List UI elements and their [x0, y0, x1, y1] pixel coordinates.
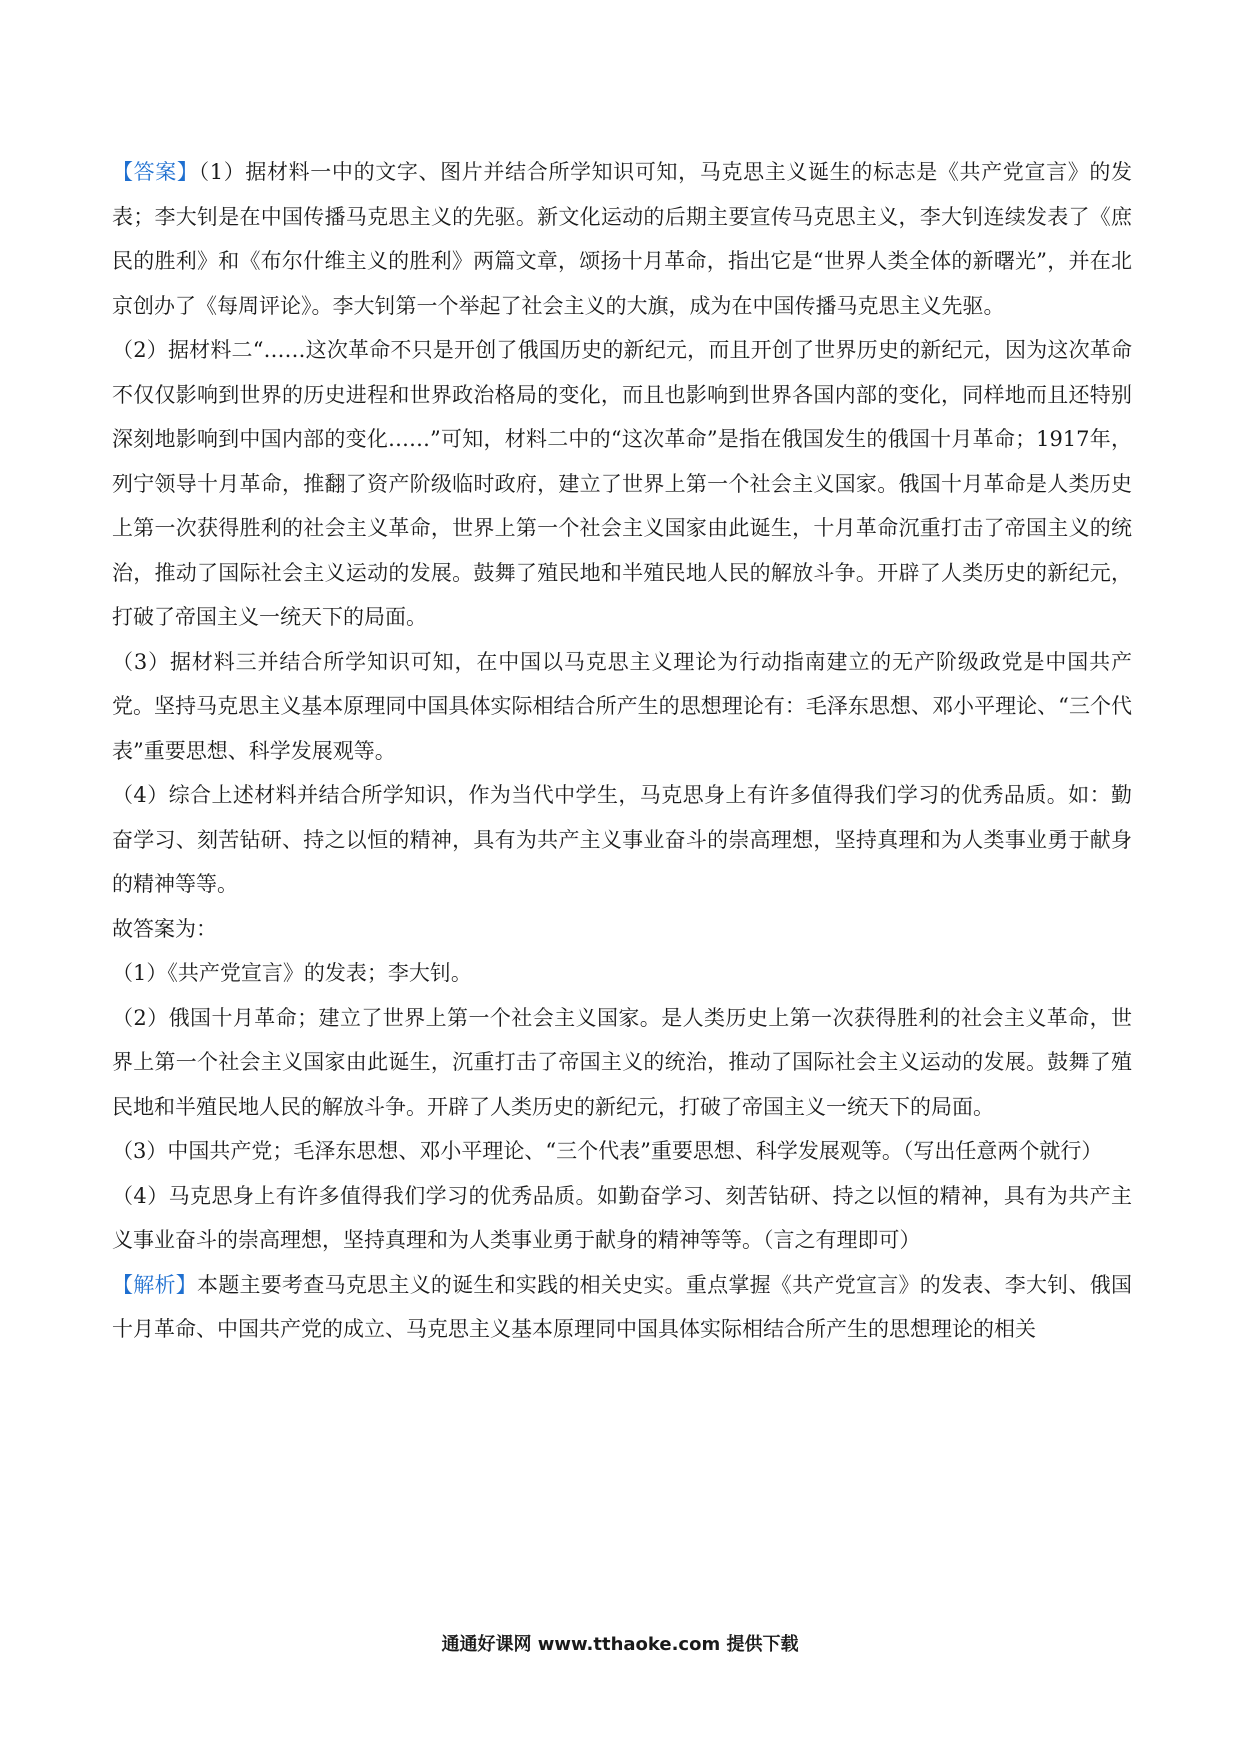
document-body	[112, 150, 1132, 1352]
answer-paragraph-4: （4）综合上述材料并结合所学知识，作为当代中学生，马克思身上有许多值得我们学习的优秀品质。如：勤奋学习、刻苦钻研、持之以恒的精神，具有为共产主义事业奋斗的崇高理想，坚持真理和为人类事业勇于献身的精神等等。	[112, 783, 1132, 896]
answer-paragraph-3: （3）据材料三并结合所学知识可知，在中国以马克思主义理论为行动指南建立的无产阶级政党是中国共产党。坚持马克思主义基本原理同中国具体实际相结合所产生的思想理论有：毛泽东思想、邓小平理论、“三个代表”重要思想、科学发展观等。	[112, 649, 1132, 763]
analysis-tag: 【解析】	[112, 1272, 198, 1297]
final-answer-1: （1）《共产党宣言》的发表；李大钊。	[112, 961, 472, 985]
analysis-text: 本题主要考查马克思主义的诞生和实践的相关史实。重点掌握《共产党宣言》的发表、李大钊、俄国十月革命、中国共产党的成立、马克思主义基本原理同中国具体实际相结合所产生的思想理论的相关	[112, 1272, 1133, 1341]
answer-tag: 【答案】	[112, 160, 199, 184]
answer-text-1: （1）据材料一中的文字、图片并结合所学知识可知，马克思主义诞生的标志是《共产党宣言》的发表；李大钊是在中国传播马克思主义的先驱。新文化运动的后期主要宣传马克思主义，李大钊连续发表了《庶民的胜利》和《布尔什维主义的胜利》两篇文章，颂扬十月革命，指出它是“世界人类全体的新曙光”，并在北京创办了《每周评论》。李大钊第一个举起了社会主义的大旗，成为在中国传播马克思主义先驱。	[112, 160, 1133, 318]
final-answer-2: （2）俄国十月革命；建立了世界上第一个社会主义国家。是人类历史上第一次获得胜利的社会主义革命，世界上第一个社会主义国家由此诞生，沉重打击了帝国主义的统治，推动了国际社会主义运动的发展。鼓舞了殖民地和半殖民地人民的解放斗争。开辟了人类历史的新纪元，打破了帝国主义一统天下的局面。	[112, 1005, 1132, 1119]
answer-heading: 故答案为：	[112, 916, 217, 941]
final-answer-3: （3）中国共产党；毛泽东思想、邓小平理论、“三个代表”重要思想、科学发展观等。（写出任意两个就行）	[112, 1139, 1103, 1163]
answer-paragraph-2: （2）据材料二“……这次革命不只是开创了俄国历史的新纪元，而且开创了世界历史的新纪元，因为这次革命不仅仅影响到世界的历史进程和世界政治格局的变化，而且也影响到世界各国内部的变化，同样地而且还特别深刻地影响到中国内部的变化……”可知，材料二中的“这次革命”是指在俄国发生的俄国十月革命；1917年，列宁领导十月革命，推翻了资产阶级临时政府，建立了世界上第一个社会主义国家。俄国十月革命是人类历史上第一次获得胜利的社会主义革命，世界上第一个社会主义国家由此诞生，十月革命沉重打击了帝国主义的统治，推动了国际社会主义运动的发展。鼓舞了殖民地和半殖民地人民的解放斗争。开辟了人类历史的新纪元，打破了帝国主义一统天下的局面。	[112, 338, 1132, 629]
analysis-paragraph	[112, 1263, 1132, 1352]
answer-paragraph-1	[112, 150, 1132, 328]
final-answer-4: （4）马克思身上有许多值得我们学习的优秀品质。如勤奋学习、刻苦钻研、持之以恒的精神，具有为共产主义事业奋斗的崇高理想，坚持真理和为人类事业勇于献身的精神等等。（言之有理即可）	[112, 1183, 1132, 1252]
page-footer: 通通好课网 www.tthaoke.com 提供下载	[441, 1634, 799, 1655]
